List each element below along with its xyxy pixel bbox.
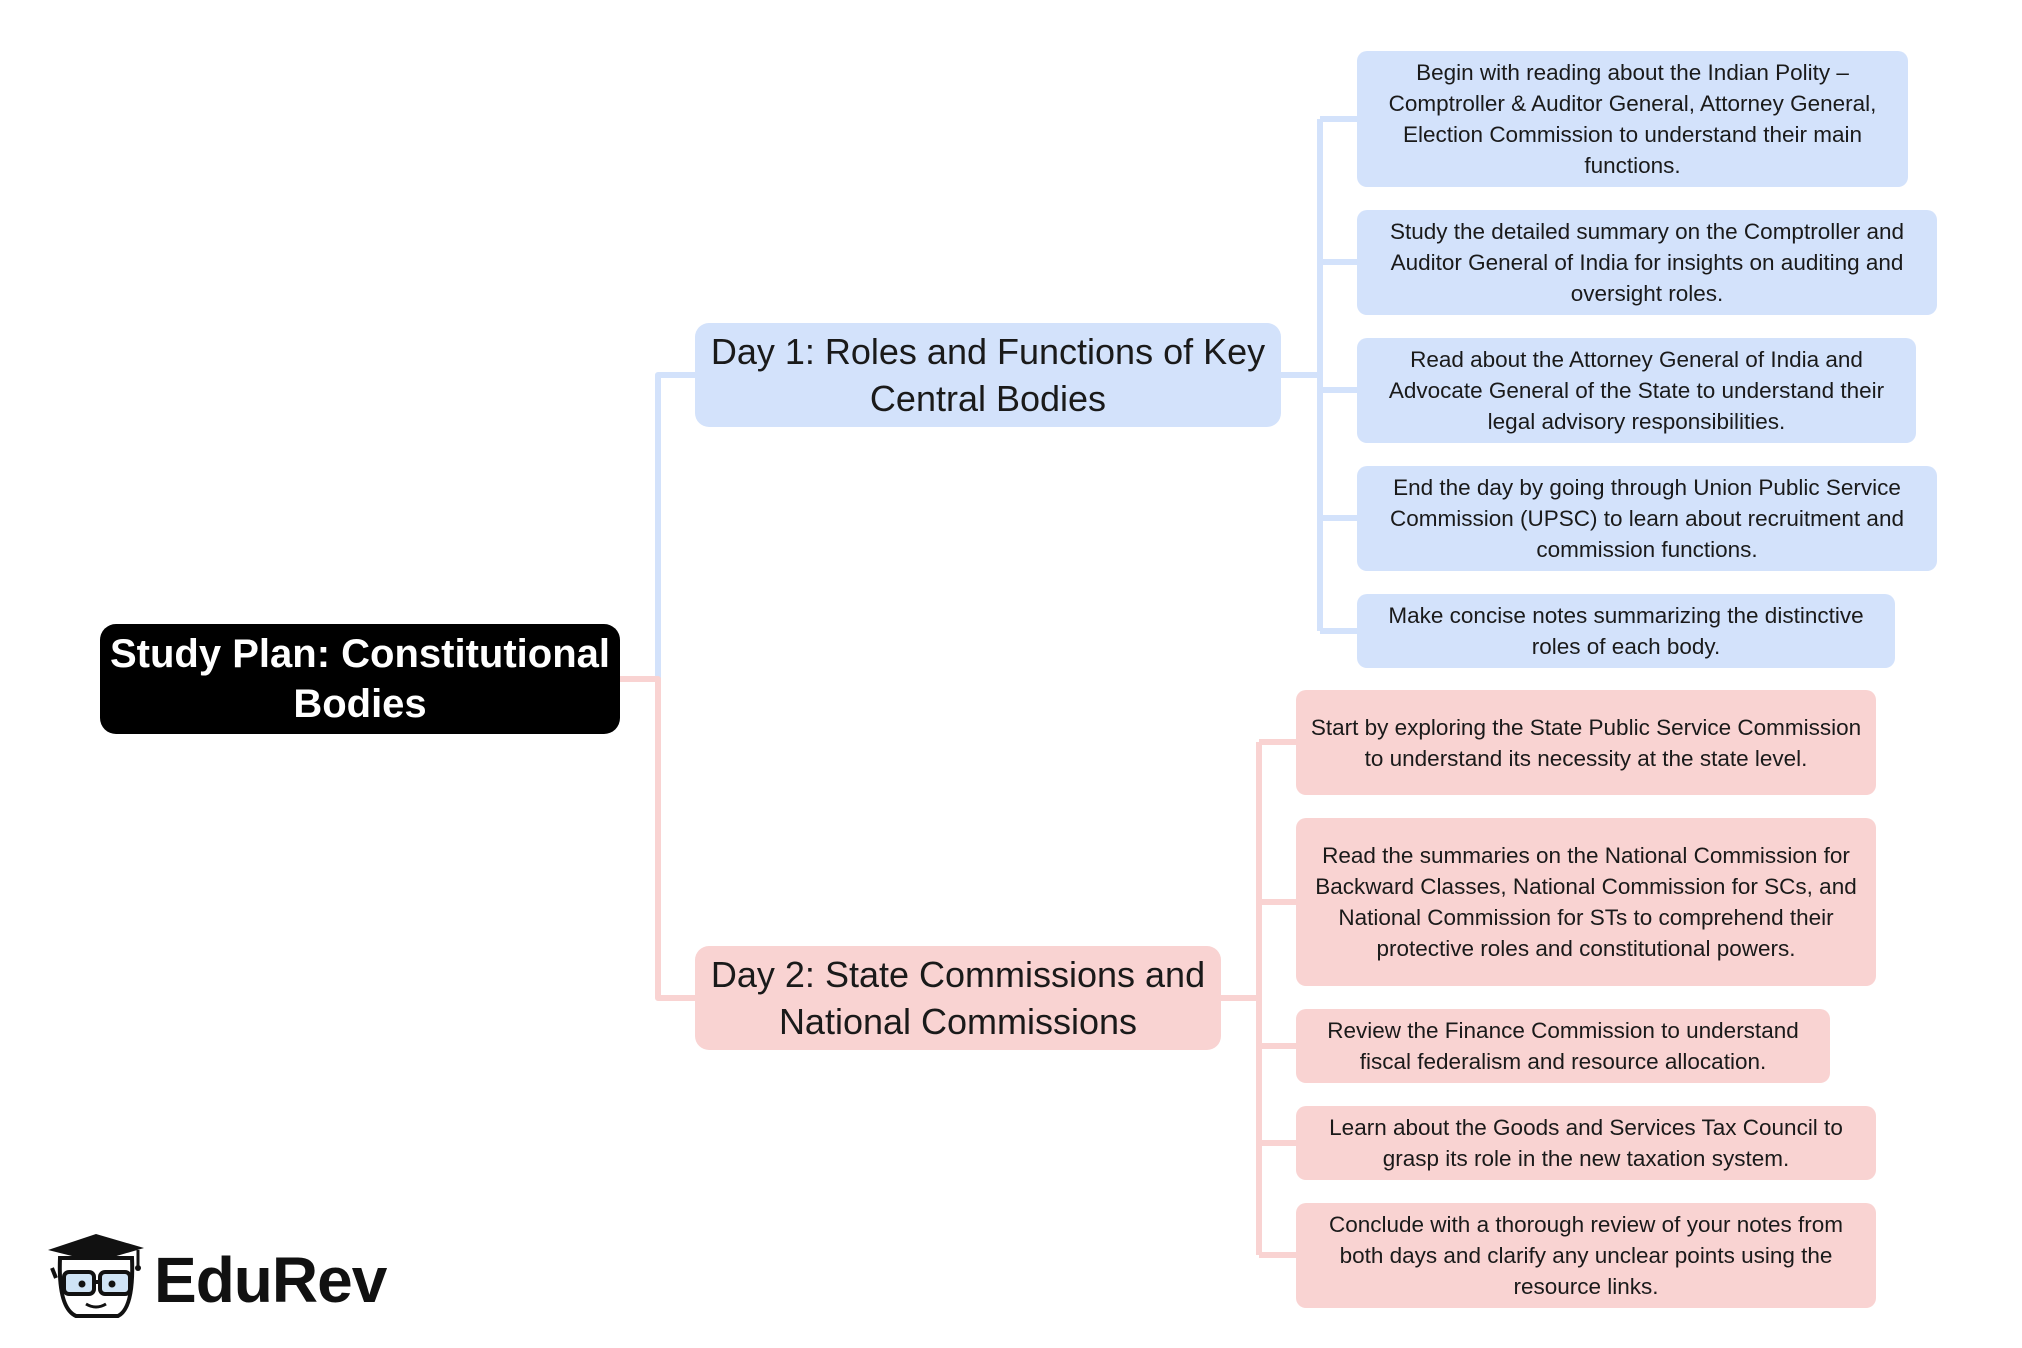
day2-task-1 — [1296, 690, 1876, 795]
day1-task-2 — [1357, 210, 1937, 315]
root-node — [100, 624, 620, 734]
day2-node — [695, 946, 1221, 1050]
day2-task-5 — [1296, 1203, 1876, 1308]
root-label: Study Plan: Constitutional Bodies — [110, 632, 610, 726]
connector-root-day1 — [620, 375, 695, 679]
day2-task-4-text: Learn about the Goods and Services Tax Council to grasp its role in the new taxation system. — [1329, 1115, 1843, 1171]
day1-task-4-text: End the day by going through Union Public Service Commission (UPSC) to learn about recruitment and commission functions. — [1390, 475, 1904, 562]
graduate-mascot-icon — [48, 1234, 144, 1316]
day2-task-3 — [1296, 1009, 1830, 1083]
edurev-logo-text: EduRev — [154, 1244, 387, 1316]
day2-task-3-text: Review the Finance Commission to understand fiscal federalism and resource allocation. — [1327, 1018, 1799, 1074]
day2-task-2-text: Read the summaries on the National Commission for Backward Classes, National Commission for SCs, and National Commission for STs to comprehend their protective roles and constitutional powers. — [1315, 843, 1857, 961]
day1-task-5-text: Make concise notes summarizing the distinctive roles of each body. — [1388, 603, 1864, 659]
day1-task-3 — [1357, 338, 1916, 443]
day2-task-5-text: Conclude with a thorough review of your notes from both days and clarify any unclear points using the resource links. — [1328, 1212, 1844, 1299]
day2-label: Day 2: State Commissions and National Commissions — [710, 954, 1206, 1042]
day1-task-3-text: Read about the Attorney General of India and Advocate General of the State to understand their legal advisory responsibilities. — [1388, 347, 1885, 434]
day1-label: Day 1: Roles and Functions of Key Central Bodies — [710, 331, 1266, 419]
day2-task-1-text: Start by exploring the State Public Service Commission to understand its necessity at the state level. — [1310, 714, 1862, 771]
day1-task-5 — [1357, 594, 1895, 668]
day1-node — [695, 323, 1281, 427]
day1-task-2-text: Study the detailed summary on the Comptroller and Auditor General of India for insights on auditing and oversight roles. — [1389, 219, 1905, 306]
connector-root-day2 — [620, 679, 695, 998]
day1-task-4 — [1357, 466, 1937, 571]
day2-task-2 — [1296, 818, 1876, 986]
day2-task-4 — [1296, 1106, 1876, 1180]
day1-task-1-text: Begin with reading about the Indian Polity – Comptroller & Auditor General, Attorney General, Election Commission to understand their main functions. — [1388, 60, 1877, 178]
day1-task-1 — [1357, 51, 1908, 187]
